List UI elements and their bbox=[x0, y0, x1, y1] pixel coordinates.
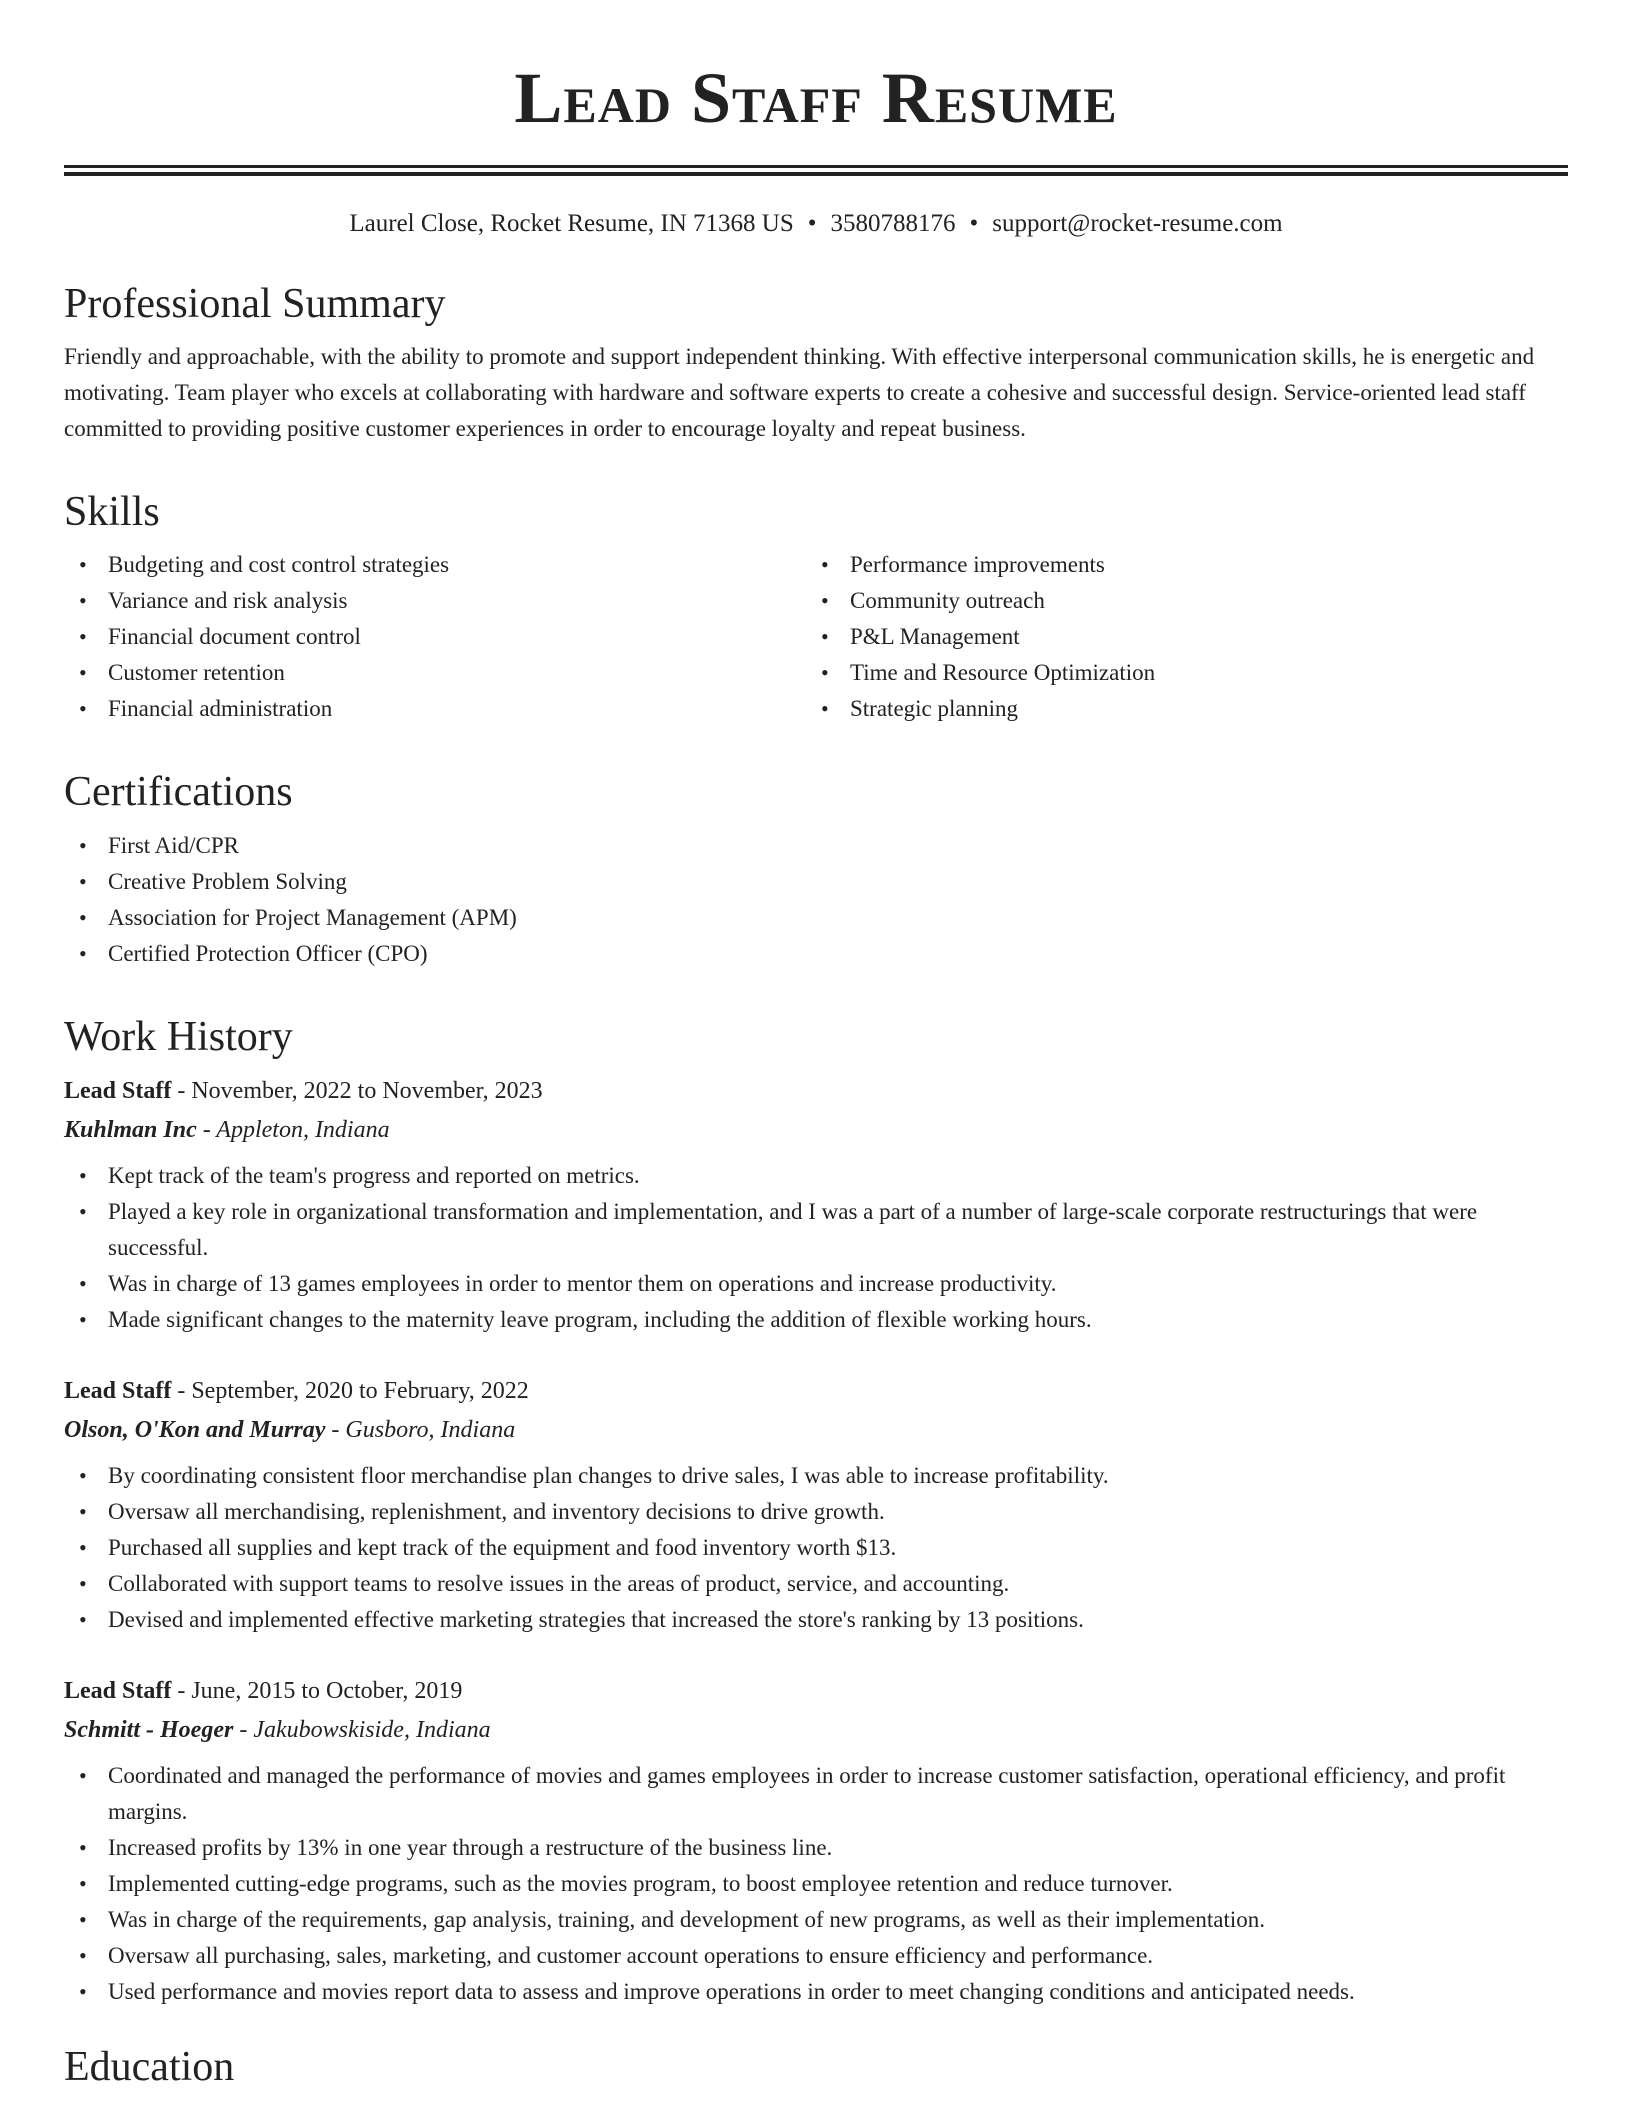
skill-item: • Time and Resource Optimization bbox=[806, 655, 1568, 691]
job-role: Lead Staff bbox=[64, 1077, 172, 1104]
skill-item: • Strategic planning bbox=[806, 691, 1568, 727]
skill-item: • Budgeting and cost control strategies bbox=[64, 547, 806, 583]
contact-phone: 3580788176 bbox=[830, 210, 956, 237]
job-header bbox=[64, 1672, 1568, 1710]
contact-address: Laurel Close, Rocket Resume, IN 71368 US bbox=[349, 210, 794, 237]
job-company: Olson, O'Kon and Murray bbox=[64, 1416, 326, 1443]
job-bullet: • Implemented cutting-edge programs, such as the movies program, to boost employee retention and reduce turnover. bbox=[64, 1866, 1568, 1902]
job-location: - Jakubowskiside, Indiana bbox=[239, 1716, 491, 1743]
job-bullet: • By coordinating consistent floor merchandise plan changes to drive sales, I was able to increase profitability. bbox=[64, 1458, 1568, 1494]
job-bullet: • Devised and implemented effective marketing strategies that increased the store's ranking by 13 positions. bbox=[64, 1602, 1568, 1638]
summary-text: Friendly and approachable, with the ability to promote and support independent thinking. With effective interpersonal communication skills, he is energetic and motivating. Team player who excels at collaborating with hardware and software experts to create a cohesive and successful design. Service-oriented lead staff committed to providing positive customer experiences in order to encourage loyalty and repeat business. bbox=[64, 344, 1535, 442]
job-bullet: • Was in charge of the requirements, gap analysis, training, and development of new programs, as well as their implementation. bbox=[64, 1902, 1568, 1938]
job-entry bbox=[64, 1372, 1568, 1638]
job-bullet: • Kept track of the team's progress and reported on metrics. bbox=[64, 1158, 1568, 1194]
job-bullet: • Oversaw all purchasing, sales, marketing, and customer account operations to ensure efficiency and performance. bbox=[64, 1938, 1568, 1974]
contact-separator: • bbox=[807, 210, 817, 237]
job-employer bbox=[64, 1710, 1568, 1750]
job-location: - Gusboro, Indiana bbox=[331, 1416, 516, 1443]
skill-item: • Performance improvements bbox=[806, 547, 1568, 583]
skills-list-right bbox=[806, 547, 1568, 727]
skill-item: • Financial administration bbox=[64, 691, 806, 727]
job-dates: - November, 2022 to November, 2023 bbox=[177, 1077, 543, 1104]
skills-grid bbox=[64, 547, 1568, 727]
job-bullet: • Used performance and movies report data to assess and improve operations in order to meet changing conditions and anticipated needs. bbox=[64, 1974, 1568, 2010]
job-bullets bbox=[64, 1758, 1568, 2010]
job-dates: - September, 2020 to February, 2022 bbox=[177, 1377, 529, 1404]
job-location: - Appleton, Indiana bbox=[202, 1116, 390, 1143]
job-dates: - June, 2015 to October, 2019 bbox=[177, 1677, 463, 1704]
job-company: Schmitt - Hoeger bbox=[64, 1716, 234, 1743]
job-company: Kuhlman Inc bbox=[64, 1116, 197, 1143]
contact-line bbox=[64, 209, 1568, 239]
resume-title: Lead Staff Resume bbox=[514, 58, 1118, 138]
job-bullet: • Was in charge of 13 games employees in order to mentor them on operations and increase productivity. bbox=[64, 1266, 1568, 1302]
education-heading: Education bbox=[64, 2043, 235, 2090]
job-entry bbox=[64, 1672, 1568, 2010]
job-entry bbox=[64, 1072, 1568, 1338]
job-bullets bbox=[64, 1158, 1568, 1338]
contact-separator: • bbox=[969, 210, 979, 237]
job-header bbox=[64, 1372, 1568, 1410]
job-header bbox=[64, 1072, 1568, 1110]
certifications-heading: Certifications bbox=[64, 769, 293, 816]
job-role: Lead Staff bbox=[64, 1377, 172, 1404]
job-bullet: • Coordinated and managed the performance of movies and games employees in order to increase customer satisfaction, operational efficiency, and profit margins. bbox=[64, 1758, 1568, 1830]
job-bullets bbox=[64, 1458, 1568, 1638]
job-bullet: • Purchased all supplies and kept track of the equipment and food inventory worth $13. bbox=[64, 1530, 1568, 1566]
skills-list-left bbox=[64, 547, 806, 727]
skill-item: • Community outreach bbox=[806, 583, 1568, 619]
job-bullet: • Oversaw all merchandising, replenishment, and inventory decisions to drive growth. bbox=[64, 1494, 1568, 1530]
certification-item: • First Aid/CPR bbox=[64, 828, 1568, 864]
skill-item: • Variance and risk analysis bbox=[64, 583, 806, 619]
job-bullet: • Collaborated with support teams to resolve issues in the areas of product, service, and accounting. bbox=[64, 1566, 1568, 1602]
job-bullet: • Made significant changes to the maternity leave program, including the addition of flexible working hours. bbox=[64, 1302, 1568, 1338]
certifications-list bbox=[64, 828, 1568, 972]
job-employer bbox=[64, 1110, 1568, 1150]
skill-item: • Financial document control bbox=[64, 619, 806, 655]
title-double-rule bbox=[64, 165, 1568, 176]
work-history-heading: Work History bbox=[64, 1013, 293, 1060]
job-employer bbox=[64, 1410, 1568, 1450]
skill-item: • Customer retention bbox=[64, 655, 806, 691]
certification-item: • Creative Problem Solving bbox=[64, 864, 1568, 900]
job-bullet: • Played a key role in organizational transformation and implementation, and I was a part of a number of large-scale corporate restructurings that were successful. bbox=[64, 1194, 1568, 1266]
contact-email: support@rocket-resume.com bbox=[992, 210, 1283, 237]
summary-heading: Professional Summary bbox=[64, 281, 446, 327]
job-role: Lead Staff bbox=[64, 1677, 172, 1704]
job-bullet: • Increased profits by 13% in one year through a restructure of the business line. bbox=[64, 1830, 1568, 1866]
skills-heading: Skills bbox=[64, 489, 160, 536]
certification-item: • Certified Protection Officer (CPO) bbox=[64, 936, 1568, 972]
certification-item: • Association for Project Management (APM) bbox=[64, 900, 1568, 936]
skill-item: • P&L Management bbox=[806, 619, 1568, 655]
